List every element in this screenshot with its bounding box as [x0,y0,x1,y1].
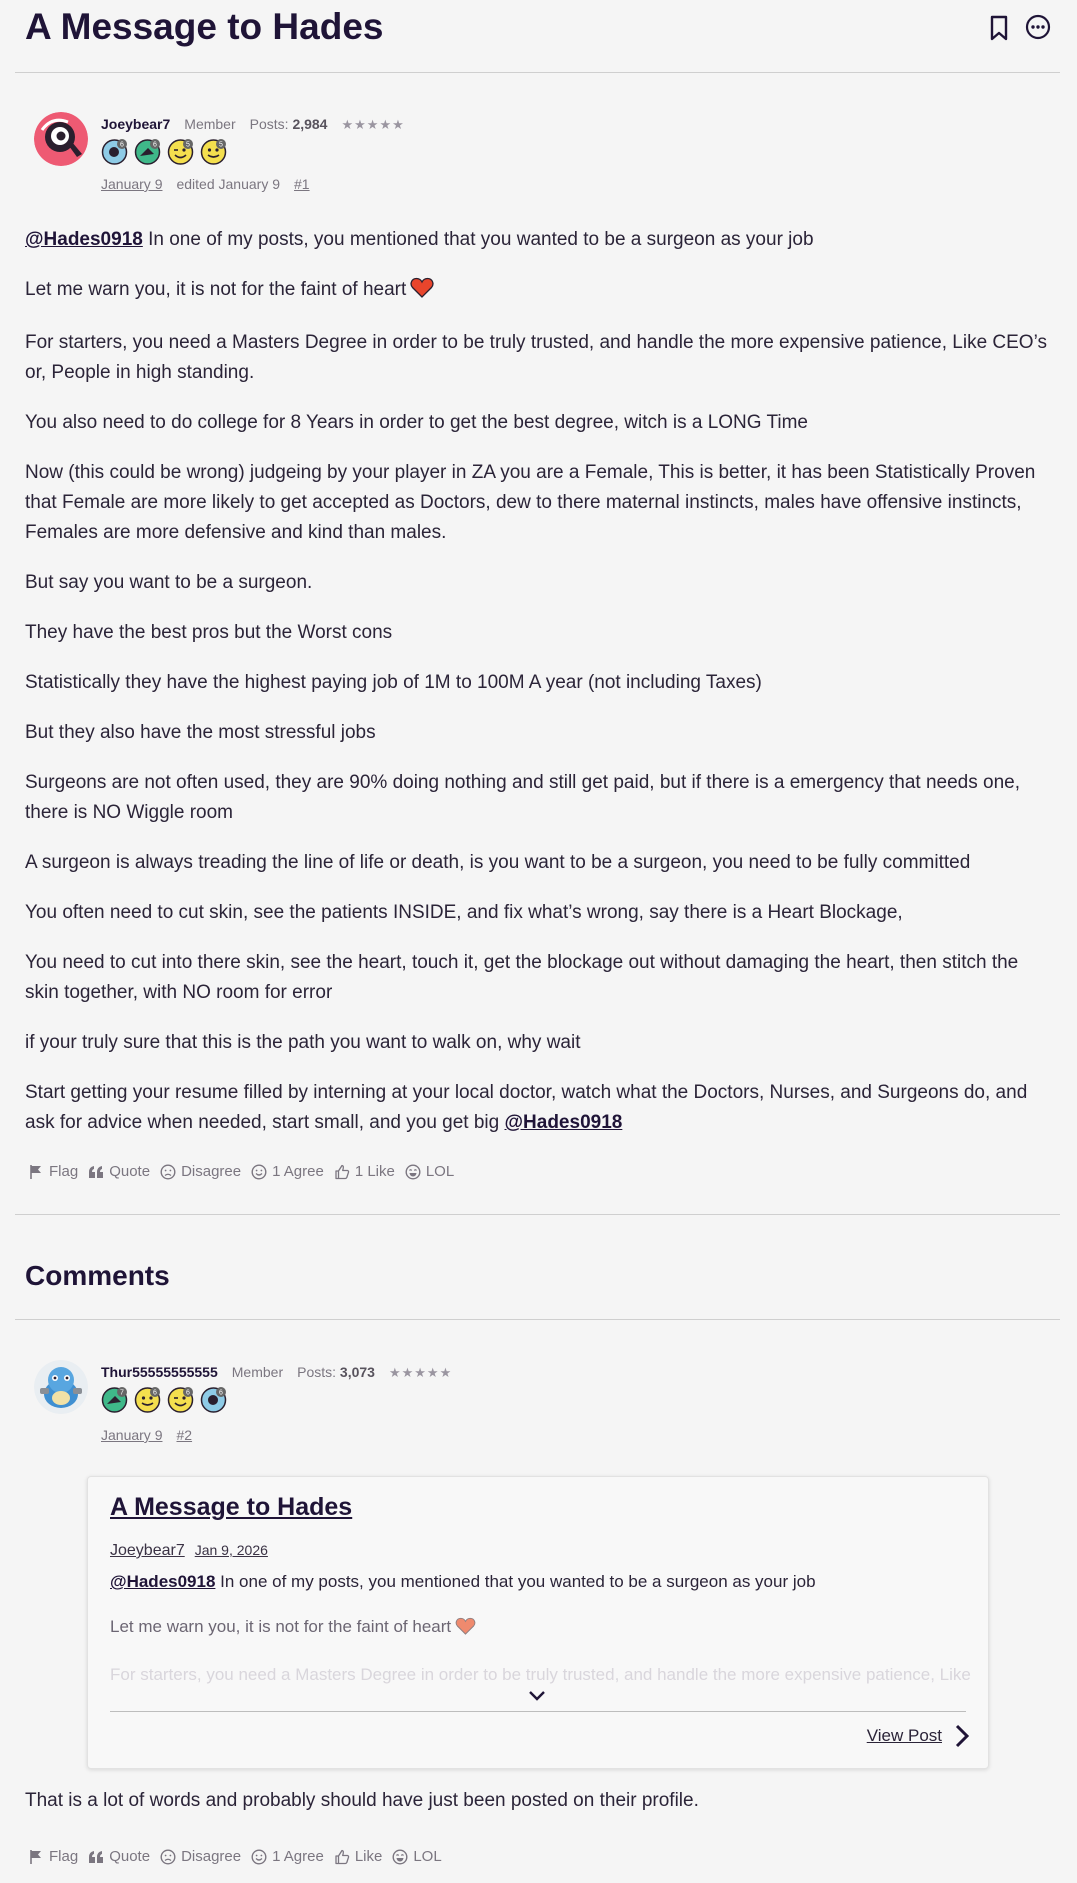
blue-badge-icon[interactable] [101,138,128,165]
flag-icon [28,1849,44,1865]
quote-icon [88,1850,104,1864]
agree-label: 1 Agree [272,1163,324,1180]
post-count-value: 2,984 [292,116,328,132]
comment-post-count [297,1364,375,1380]
comment-user-role: Member [231,1364,284,1380]
badge-count: 6 [219,1389,223,1397]
flag-label: Flag [49,1848,79,1865]
like-button[interactable] [334,1163,395,1180]
post-divider [15,1214,1060,1215]
green-badge-icon[interactable] [134,138,161,165]
flag-label: Flag [49,1163,79,1180]
comment-date[interactable]: January 9 [101,1427,163,1443]
post-date[interactable]: January 9 [101,176,163,192]
green-badge-icon[interactable] [101,1386,128,1413]
post-paragraph: For starters, you need a Masters Degree in order to be truly trusted, and handle the more expensive patience, Like CEO’s or, People in high standing. [25,332,1047,383]
badge-count: 5 [186,141,190,149]
thumbs-up-icon [334,1164,350,1180]
post-meta [101,116,405,133]
mention-link[interactable]: @Hades0918 [504,1112,623,1133]
badge-list [101,138,227,165]
mention-link[interactable]: @Hades0918 [110,1572,216,1591]
quote-label: Quote [109,1163,151,1180]
post-paragraph: Surgeons are not often used, they are 90% doing nothing and still get paid, but if there is a emergency that needs one, there is NO Wiggle room [25,772,1020,823]
post-reactions [28,1163,454,1180]
blue-badge-icon[interactable] [200,1386,227,1413]
quoted-line [110,1568,970,1596]
bookmark-icon[interactable] [987,14,1011,42]
post-paragraph: Statistically they have the highest paying job of 1M to 100M A year (not including Taxes) [25,672,762,693]
paragraph-text: In one of my posts, you mentioned that you wanted to be a surgeon as your job [148,229,814,250]
paragraph-text: Let me warn you, it is not for the faint of heart [25,279,407,300]
smile-badge-icon[interactable] [200,138,227,165]
quote-icon [88,1165,104,1179]
quoted-post-meta [110,1542,268,1560]
laugh-icon [405,1164,421,1180]
like-label: 1 Like [354,1163,395,1180]
comment-avatar[interactable] [34,1360,88,1414]
rank-stars: ★★★★★ [341,117,405,132]
lol-button[interactable] [405,1163,454,1180]
post-paragraph: You also need to do college for 8 Years in order to get the best degree, witch is a LONG Time [25,412,808,433]
post-paragraph: if your truly sure that this is the path you want to walk on, why wait [25,1032,581,1053]
comment-username[interactable]: Thur55555555555 [101,1364,218,1380]
smile-badge-icon[interactable] [134,1386,161,1413]
post-count [250,116,328,132]
post-body [25,225,1055,1158]
quoted-line-text: In one of my posts, you mentioned that you wanted to be a surgeon as your job [220,1572,816,1591]
heart-icon [455,1616,476,1644]
comment-rank-stars: ★★★★★ [388,1365,453,1380]
wink-badge-icon[interactable] [167,138,194,165]
quoted-author[interactable]: Joeybear7 [110,1542,185,1559]
chevron-down-icon[interactable] [528,1689,546,1707]
title-divider [15,72,1060,73]
flag-icon [28,1164,44,1180]
smile-icon [251,1164,267,1180]
disagree-label: Disagree [181,1163,242,1180]
frown-icon [160,1849,176,1865]
paragraph-text: Start getting your resume filled by interning at your local doctor, watch what the Doctors, Nurses, and Surgeons do, and ask for advice when needed, start small, and you get big [25,1082,1028,1133]
comment-badge-list [101,1386,227,1413]
post-paragraph: Now (this could be wrong) judgeing by your player in ZA you are a Female, This is better, it has been Statistically Proven that Female are more likely to get accepted as Doctors, dew to there maternal instincts, males have offensive instincts, Females are more defensive and kind than males. [25,462,1036,543]
like-label: Like [354,1848,383,1865]
quoted-post-title[interactable]: A Message to Hades [110,1493,353,1521]
flag-button[interactable] [28,1163,78,1180]
frown-icon [160,1164,176,1180]
post-paragraph: A surgeon is always treading the line of life or death, is you want to be a surgeon, you need to be fully committed [25,852,971,873]
page-title: A Message to Hades [25,6,384,47]
badge-count: 6 [153,141,157,149]
quoted-post-divider [110,1711,966,1712]
post-paragraph [25,1078,1055,1138]
comment-body: That is a lot of words and probably should have just been posted on their profile. [25,1790,699,1811]
username[interactable]: Joeybear7 [101,116,171,132]
badge-count: 6 [186,1389,190,1397]
quoted-date[interactable]: Jan 9, 2026 [194,1542,268,1558]
wink-badge-icon[interactable] [167,1386,194,1413]
view-post-label: View Post [866,1726,942,1745]
quoted-line-text: Let me warn you, it is not for the faint of heart [110,1617,452,1636]
title-bar [0,0,1077,72]
agree-button[interactable] [251,1163,324,1180]
post-paragraph [25,275,1055,308]
comment-reactions [28,1848,442,1865]
laugh-icon [392,1849,408,1865]
more-options-icon[interactable] [1025,14,1051,42]
post-count-label: Posts: [249,116,289,132]
badge-count: 5 [219,141,223,149]
lol-button[interactable] [392,1848,441,1865]
quoted-line [110,1613,970,1644]
post-paragraph: You often need to cut skin, see the patients INSIDE, and fix what’s wrong, say there is a Heart Blockage, [25,902,903,923]
post-edited: edited January 9 [176,176,281,192]
comments-divider [15,1319,1060,1320]
badge-count: 7 [120,1389,124,1397]
agree-label: 1 Agree [272,1848,324,1865]
quoted-post [87,1476,989,1769]
user-role: Member [184,116,236,132]
view-post-link[interactable] [867,1723,970,1749]
quote-label: Quote [109,1848,151,1865]
post-paragraph [25,225,1055,255]
quoted-line: For starters, you need a Masters Degree in order to be truly trusted, and handle the more expensive patience, Like [110,1665,971,1684]
post-date-line [101,176,310,192]
badge-count: 6 [120,141,124,149]
comment-date-line [101,1427,192,1443]
post-paragraph: They have the best pros but the Worst cons [25,622,393,643]
post-paragraph: You need to cut into there skin, see the heart, touch it, get the blockage out without damaging the heart, then stitch the skin together, with NO room for error [25,952,1019,1003]
disagree-button[interactable] [160,1163,241,1180]
post-permalink[interactable]: #1 [294,176,310,192]
thumbs-up-icon [334,1849,350,1865]
comment-meta [101,1364,452,1381]
heart-icon [410,277,434,308]
disagree-label: Disagree [181,1848,242,1865]
smile-icon [251,1849,267,1865]
post-paragraph: But they also have the most stressful jobs [25,722,376,743]
post-paragraph: But say you want to be a surgeon. [25,572,313,593]
title-actions [987,14,1051,42]
quoted-post-text [110,1568,970,1706]
badge-count: 6 [153,1389,157,1397]
quote-button[interactable] [88,1848,150,1865]
mention-link[interactable]: @Hades0918 [25,229,143,250]
comments-heading: Comments [25,1260,170,1291]
lol-label: LOL [425,1163,455,1180]
disagree-button[interactable] [160,1848,241,1865]
flag-button[interactable] [28,1848,78,1865]
comment-permalink[interactable]: #2 [176,1427,193,1443]
chevron-right-icon [954,1723,970,1749]
lol-label: LOL [413,1848,442,1865]
post-count-value: 3,073 [339,1364,375,1380]
quote-button[interactable] [88,1163,150,1180]
agree-button[interactable] [251,1848,324,1865]
like-button[interactable] [334,1848,383,1865]
post-count-label: Posts: [297,1364,337,1380]
avatar[interactable] [34,112,88,166]
